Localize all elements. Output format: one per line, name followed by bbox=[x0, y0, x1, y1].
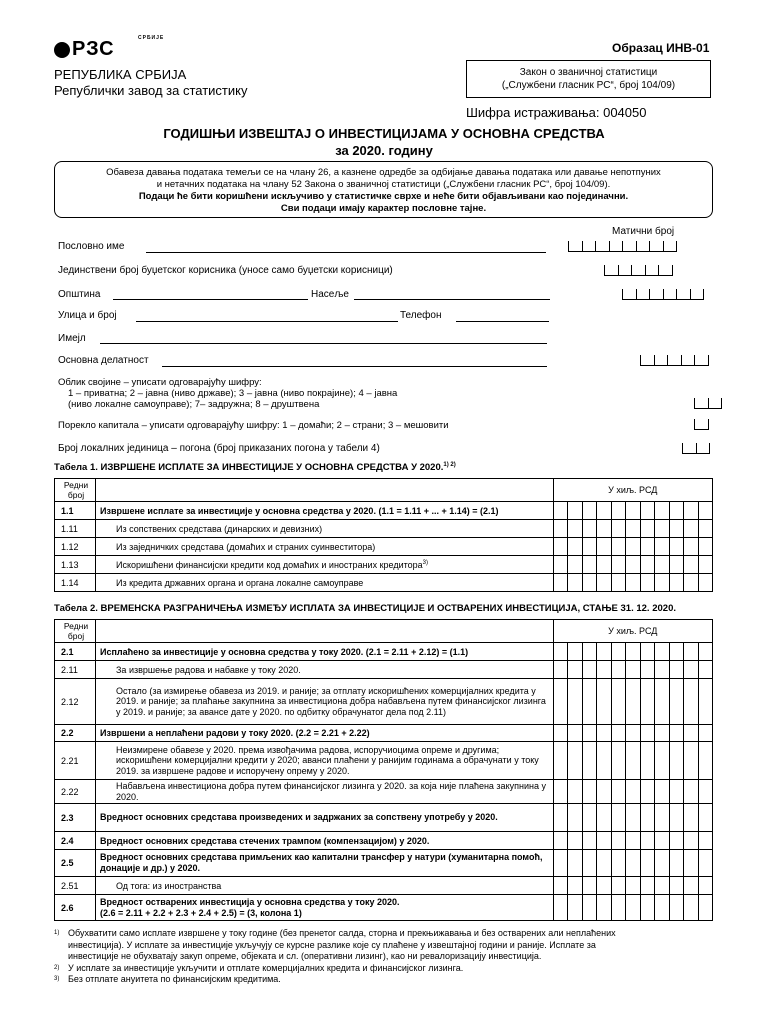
table2-hdr-desc bbox=[96, 620, 554, 643]
value-cell[interactable] bbox=[640, 804, 655, 832]
footnote-2-text: У исплате за инвестиције укључити и отплате комерцијалних кредита и финансијског лизинга. bbox=[68, 962, 464, 973]
law-line-1: Закон о званичној статистици bbox=[519, 67, 658, 78]
value-cell[interactable] bbox=[611, 520, 626, 538]
value-cell[interactable] bbox=[684, 742, 699, 780]
poreklo-label: Порекло капитала – уписати одговарајућу шифру: 1 – домаћи; 2 – страни; 3 – мешовити bbox=[58, 420, 449, 431]
value-cell[interactable] bbox=[611, 502, 626, 520]
value-cell[interactable] bbox=[669, 742, 684, 780]
value-cell[interactable] bbox=[640, 643, 655, 661]
value-cell[interactable] bbox=[698, 556, 713, 574]
table1-caption bbox=[54, 462, 456, 473]
value-cell[interactable] bbox=[626, 895, 641, 921]
page-title: ГОДИШЊИ ИЗВЕШТАЈ О ИНВЕСТИЦИЈАМА У ОСНОВНА СРЕДСТВА bbox=[163, 126, 605, 141]
value-cell[interactable] bbox=[597, 574, 612, 592]
row-num: 1.11 bbox=[55, 520, 96, 538]
value-cell[interactable] bbox=[698, 661, 713, 679]
value-cell[interactable] bbox=[611, 804, 626, 832]
logo-dot-icon bbox=[54, 42, 70, 58]
row-text: Из кредита државних органа и органа локалне самоуправе bbox=[96, 574, 554, 592]
row-text: Остало (за измирење обавеза из 2019. и раније; за отплату искоришћених комерцијалних кредита у 2019. и раније; за плаћање закупнина за инвестициона добра набављена путем финансијског лизинга у 2019. и раније; за авансе дате у 2020. по одбитку обрачунатог дела под 2.11) bbox=[96, 679, 554, 725]
row-text: Од тога: из иностранства bbox=[96, 877, 554, 895]
value-cell[interactable] bbox=[568, 850, 583, 877]
table-row bbox=[55, 538, 713, 556]
row-text: Вредност основних средстава произведених и задржаних за сопствену употребу у 2020. bbox=[96, 804, 554, 832]
law-line-2: („Службени гласник РС“, број 104/09) bbox=[501, 80, 676, 91]
table-row bbox=[55, 850, 713, 877]
footnote-1-line-3: инвестиције не обухватају закуп опреме, објеката и сл. (оперативни лизинг), као ни ревалоризацију инвестиција. bbox=[68, 951, 542, 961]
value-cell[interactable] bbox=[626, 804, 641, 832]
value-cell[interactable] bbox=[655, 643, 670, 661]
jedinice-boxes[interactable] bbox=[682, 443, 710, 454]
page-subtitle: за 2020. годину bbox=[335, 143, 433, 158]
row-num: 1.1 bbox=[55, 502, 96, 520]
value-cell[interactable] bbox=[640, 574, 655, 592]
value-cell[interactable] bbox=[582, 780, 597, 804]
ulica-label: Улица и број bbox=[58, 310, 117, 321]
value-cell[interactable] bbox=[698, 832, 713, 850]
value-cell[interactable] bbox=[626, 780, 641, 804]
value-cell[interactable] bbox=[582, 725, 597, 742]
value-cell[interactable] bbox=[669, 574, 684, 592]
value-cell[interactable] bbox=[597, 742, 612, 780]
value-cell[interactable] bbox=[582, 832, 597, 850]
value-cell[interactable] bbox=[626, 725, 641, 742]
value-cell[interactable] bbox=[640, 850, 655, 877]
value-cell[interactable] bbox=[582, 538, 597, 556]
row-text: Извршене исплате за инвестиције у основна средства у 2020. (1.1 = 1.11 + ... + 1.14) = (2.1) bbox=[96, 502, 554, 520]
row-num: 2.2 bbox=[55, 725, 96, 742]
table-row bbox=[55, 643, 713, 661]
jedinice-label: Број локалних јединица – погона (број приказаних погона у табели 4) bbox=[58, 443, 380, 454]
value-cell[interactable] bbox=[611, 742, 626, 780]
naselje-label: Насеље bbox=[311, 289, 349, 300]
value-cell[interactable] bbox=[669, 850, 684, 877]
value-cell[interactable] bbox=[611, 661, 626, 679]
value-cell[interactable] bbox=[626, 574, 641, 592]
value-cell[interactable] bbox=[626, 850, 641, 877]
value-cell[interactable] bbox=[640, 520, 655, 538]
poslovno-ime-input[interactable] bbox=[146, 252, 546, 253]
row-text-main: Искоришћени финансијски кредити код домаћих и иностраних кредитора bbox=[116, 559, 423, 570]
jbbk-label: Јединствени број буџетског корисника (уносе само буџетски корисници) bbox=[58, 265, 393, 276]
table-row bbox=[55, 725, 713, 742]
value-cell[interactable] bbox=[611, 538, 626, 556]
value-cell[interactable] bbox=[582, 679, 597, 725]
value-cell[interactable] bbox=[568, 895, 583, 921]
value-cell[interactable] bbox=[611, 725, 626, 742]
value-cell[interactable] bbox=[597, 804, 612, 832]
value-cell[interactable] bbox=[669, 520, 684, 538]
value-cell[interactable] bbox=[568, 877, 583, 895]
oblik-title: Облик својине – уписати одговарајућу шифру: bbox=[58, 377, 262, 388]
value-cell[interactable] bbox=[684, 877, 699, 895]
value-cell[interactable] bbox=[597, 643, 612, 661]
value-cell[interactable] bbox=[698, 574, 713, 592]
value-cell[interactable] bbox=[568, 804, 583, 832]
ulica-input[interactable] bbox=[136, 321, 398, 322]
value-cell[interactable] bbox=[553, 574, 568, 592]
footnote-1 bbox=[54, 928, 713, 963]
value-cell[interactable] bbox=[553, 895, 568, 921]
rzs-logo bbox=[54, 35, 165, 61]
value-cell[interactable] bbox=[669, 502, 684, 520]
table1-caption-sup: 1) 2) bbox=[443, 462, 456, 468]
oblik-boxes[interactable] bbox=[694, 398, 722, 409]
row-text: Набављена инвестициона добра путем финансијског лизинга у 2020. за која није плаћена закупнина у 2020. bbox=[96, 780, 554, 804]
value-cell[interactable] bbox=[597, 850, 612, 877]
value-cell[interactable] bbox=[597, 679, 612, 725]
value-cell[interactable] bbox=[611, 574, 626, 592]
value-cell[interactable] bbox=[626, 538, 641, 556]
table-row bbox=[55, 895, 713, 921]
row-num: 2.12 bbox=[55, 679, 96, 725]
footnote-1-text bbox=[68, 928, 616, 963]
footnote-3 bbox=[54, 974, 713, 986]
value-cell[interactable] bbox=[655, 832, 670, 850]
value-cell[interactable] bbox=[597, 556, 612, 574]
value-cell[interactable] bbox=[597, 520, 612, 538]
value-cell[interactable] bbox=[553, 661, 568, 679]
value-cell[interactable] bbox=[553, 804, 568, 832]
value-cell[interactable] bbox=[669, 679, 684, 725]
value-cell[interactable] bbox=[640, 877, 655, 895]
value-cell[interactable] bbox=[597, 661, 612, 679]
table-row bbox=[55, 661, 713, 679]
value-cell[interactable] bbox=[582, 850, 597, 877]
opstina-label: Општина bbox=[58, 289, 101, 300]
law-box bbox=[466, 60, 711, 98]
table-row bbox=[55, 832, 713, 850]
value-cell[interactable] bbox=[582, 661, 597, 679]
value-cell[interactable] bbox=[698, 877, 713, 895]
value-cell[interactable] bbox=[655, 725, 670, 742]
value-cell[interactable] bbox=[669, 661, 684, 679]
value-cell[interactable] bbox=[669, 643, 684, 661]
row-num: 2.22 bbox=[55, 780, 96, 804]
footnote-3-mark: 3) bbox=[54, 976, 60, 982]
row-text: Неизмирене обавезе у 2020. према извођачима радова, испоручиоцима опреме и другима; искоришћени комерцијални кредити у 2020; аванси плаћени у ранијим годинама а обрачунати у току 2019. за извршене радове и испоручену опрему у 2020. bbox=[96, 742, 554, 780]
value-cell[interactable] bbox=[626, 877, 641, 895]
value-cell[interactable] bbox=[611, 850, 626, 877]
row-num: 2.11 bbox=[55, 661, 96, 679]
value-cell[interactable] bbox=[568, 742, 583, 780]
row-num: 2.51 bbox=[55, 877, 96, 895]
row-text: Вредност основних средстава примљених као капитални трансфер у натури (хуманитарна помоћ, донације и др.) у 2020. bbox=[96, 850, 554, 877]
value-cell[interactable] bbox=[698, 643, 713, 661]
value-cell[interactable] bbox=[553, 832, 568, 850]
value-cell[interactable] bbox=[640, 502, 655, 520]
table-row bbox=[55, 556, 713, 574]
value-cell[interactable] bbox=[655, 556, 670, 574]
table-row bbox=[55, 877, 713, 895]
row-num: 1.13 bbox=[55, 556, 96, 574]
value-cell[interactable] bbox=[553, 538, 568, 556]
row-num: 2.5 bbox=[55, 850, 96, 877]
value-cell[interactable] bbox=[611, 780, 626, 804]
value-cell[interactable] bbox=[568, 574, 583, 592]
value-cell[interactable] bbox=[611, 643, 626, 661]
table1 bbox=[54, 478, 713, 592]
value-cell[interactable] bbox=[626, 661, 641, 679]
value-cell[interactable] bbox=[553, 850, 568, 877]
value-cell[interactable] bbox=[698, 502, 713, 520]
row-sup: 3) bbox=[422, 559, 428, 566]
logo-text: РЗС bbox=[72, 38, 115, 60]
table1-hdr-unit: У хиљ. РСД bbox=[553, 479, 713, 502]
value-cell[interactable] bbox=[698, 679, 713, 725]
value-cell[interactable] bbox=[626, 832, 641, 850]
value-cell[interactable] bbox=[684, 643, 699, 661]
opstina-boxes[interactable] bbox=[622, 289, 704, 300]
value-cell[interactable] bbox=[640, 679, 655, 725]
row-text: За извршење радова и набавке у току 2020. bbox=[96, 661, 554, 679]
value-cell[interactable] bbox=[655, 502, 670, 520]
value-cell[interactable] bbox=[553, 780, 568, 804]
value-cell[interactable] bbox=[640, 832, 655, 850]
institute-name: Републички завод за статистику bbox=[54, 83, 248, 98]
value-cell[interactable] bbox=[553, 877, 568, 895]
jbbk-boxes[interactable] bbox=[604, 265, 673, 276]
value-cell[interactable] bbox=[698, 850, 713, 877]
value-cell[interactable] bbox=[684, 502, 699, 520]
value-cell[interactable] bbox=[582, 643, 597, 661]
value-cell[interactable] bbox=[669, 832, 684, 850]
naselje-input[interactable] bbox=[354, 299, 550, 300]
value-cell[interactable] bbox=[684, 538, 699, 556]
value-cell[interactable] bbox=[684, 804, 699, 832]
maticni-boxes[interactable] bbox=[568, 241, 677, 252]
value-cell[interactable] bbox=[553, 679, 568, 725]
poslovno-ime-label: Пословно име bbox=[58, 241, 125, 252]
value-cell[interactable] bbox=[698, 804, 713, 832]
value-cell[interactable] bbox=[626, 502, 641, 520]
value-cell[interactable] bbox=[568, 502, 583, 520]
value-cell[interactable] bbox=[684, 895, 699, 921]
value-cell[interactable] bbox=[582, 877, 597, 895]
survey-code: Шифра истраживања: 004050 bbox=[466, 105, 647, 120]
value-cell[interactable] bbox=[582, 804, 597, 832]
row-num: 2.6 bbox=[55, 895, 96, 921]
row-num: 2.21 bbox=[55, 742, 96, 780]
value-cell[interactable] bbox=[640, 895, 655, 921]
row-text bbox=[96, 895, 554, 921]
value-cell[interactable] bbox=[655, 804, 670, 832]
notice-line-4: Сви подаци имају карактер пословне тајне. bbox=[280, 203, 487, 214]
value-cell[interactable] bbox=[611, 556, 626, 574]
value-cell[interactable] bbox=[669, 877, 684, 895]
value-cell[interactable] bbox=[582, 502, 597, 520]
value-cell[interactable] bbox=[553, 643, 568, 661]
row-num: 2.3 bbox=[55, 804, 96, 832]
value-cell[interactable] bbox=[669, 895, 684, 921]
value-cell[interactable] bbox=[655, 661, 670, 679]
value-cell[interactable] bbox=[684, 850, 699, 877]
value-cell[interactable] bbox=[611, 679, 626, 725]
table-row bbox=[55, 520, 713, 538]
value-cell[interactable] bbox=[582, 742, 597, 780]
row-num: 2.4 bbox=[55, 832, 96, 850]
value-cell[interactable] bbox=[568, 643, 583, 661]
value-cell[interactable] bbox=[626, 520, 641, 538]
value-cell[interactable] bbox=[597, 725, 612, 742]
logo-subtext: СРБИЈЕ bbox=[138, 35, 165, 41]
value-cell[interactable] bbox=[568, 725, 583, 742]
oblik-line-2: (ниво локалне самоуправе); 7– задружна; 8 – друштвена bbox=[68, 399, 320, 410]
value-cell[interactable] bbox=[568, 556, 583, 574]
value-cell[interactable] bbox=[553, 502, 568, 520]
value-cell[interactable] bbox=[597, 502, 612, 520]
value-cell[interactable] bbox=[669, 556, 684, 574]
value-cell[interactable] bbox=[655, 895, 670, 921]
value-cell[interactable] bbox=[684, 556, 699, 574]
value-cell[interactable] bbox=[684, 780, 699, 804]
value-cell[interactable] bbox=[640, 556, 655, 574]
value-cell[interactable] bbox=[655, 850, 670, 877]
email-input[interactable] bbox=[100, 343, 547, 344]
table-row bbox=[55, 742, 713, 780]
value-cell[interactable] bbox=[597, 832, 612, 850]
value-cell[interactable] bbox=[698, 725, 713, 742]
form-code: Образац ИНВ-01 bbox=[612, 41, 710, 55]
table1-hdr-desc bbox=[96, 479, 554, 502]
value-cell[interactable] bbox=[684, 679, 699, 725]
republic-name: РЕПУБЛИКА СРБИЈА bbox=[54, 67, 187, 82]
table2-hdr-unit: У хиљ. РСД bbox=[553, 620, 713, 643]
row-text: Вредност основних средстава стечених трампом (компензацијом) у 2020. bbox=[96, 832, 554, 850]
value-cell[interactable] bbox=[597, 877, 612, 895]
value-cell[interactable] bbox=[684, 520, 699, 538]
footnote-3-text: Без отплате ануитета по финансијским кредитима. bbox=[68, 974, 281, 984]
value-cell[interactable] bbox=[611, 832, 626, 850]
value-cell[interactable] bbox=[626, 556, 641, 574]
value-cell[interactable] bbox=[611, 895, 626, 921]
value-cell[interactable] bbox=[582, 520, 597, 538]
table-row bbox=[55, 679, 713, 725]
table-row bbox=[55, 780, 713, 804]
value-cell[interactable] bbox=[597, 780, 612, 804]
table1-caption-text: Табела 1. ИЗВРШЕНЕ ИСПЛАТЕ ЗА ИНВЕСТИЦИЈЕ У ОСНОВНА СРЕДСТВА У 2020. bbox=[54, 462, 444, 474]
value-cell[interactable] bbox=[669, 538, 684, 556]
value-cell[interactable] bbox=[553, 556, 568, 574]
row-text: Из заједничких средстава (домаћих и страних суинвеститора) bbox=[96, 538, 554, 556]
value-cell[interactable] bbox=[568, 520, 583, 538]
row-num: 1.14 bbox=[55, 574, 96, 592]
opstina-input[interactable] bbox=[113, 299, 308, 300]
footnote-1-line-2: инвестиција). У исплате за инвестиције укључују се курсне разлике које су плаћене у извештајној години и раније. Исплате за bbox=[68, 939, 596, 950]
value-cell[interactable] bbox=[655, 877, 670, 895]
value-cell[interactable] bbox=[568, 780, 583, 804]
value-cell[interactable] bbox=[582, 574, 597, 592]
delatnost-label: Основна делатност bbox=[58, 355, 149, 366]
email-label: Имејл bbox=[58, 333, 86, 344]
notice-line-1: Обавеза давања података темељи се на члану 26, а казнене одредбе за одбијање давања података или давање непотпуних bbox=[106, 167, 661, 178]
footnote-1-line-1: Обухватити само исплате извршене у току године (без пренетог салда, сторна и прекњижавања и без остварених али неплаћених bbox=[68, 928, 616, 938]
value-cell[interactable] bbox=[568, 832, 583, 850]
value-cell[interactable] bbox=[597, 895, 612, 921]
value-cell[interactable] bbox=[597, 538, 612, 556]
table2-hdr-num: Редни број bbox=[55, 620, 96, 643]
value-cell[interactable] bbox=[582, 556, 597, 574]
value-cell[interactable] bbox=[669, 725, 684, 742]
footnote-1-mark: 1) bbox=[54, 930, 60, 936]
row-text-line-1: Вредност остварених инвестиција у основна средства у току 2020. bbox=[100, 896, 400, 907]
row-text: Из сопствених средстава (динарских и девизних) bbox=[96, 520, 554, 538]
value-cell[interactable] bbox=[698, 520, 713, 538]
row-num: 1.12 bbox=[55, 538, 96, 556]
notice-line-3: Подаци ће бити коришћени искључиво у статистичке сврхе и неће бити објављивани као појединачни. bbox=[138, 191, 629, 202]
table-row bbox=[55, 502, 713, 520]
footnotes bbox=[54, 928, 713, 986]
value-cell[interactable] bbox=[698, 780, 713, 804]
value-cell[interactable] bbox=[553, 742, 568, 780]
value-cell[interactable] bbox=[568, 538, 583, 556]
value-cell[interactable] bbox=[684, 574, 699, 592]
value-cell[interactable] bbox=[626, 742, 641, 780]
notice-line-2: и нетачних података на члану 52 Закона о званичној статистици („Службени гласник РС“, број 104/09). bbox=[156, 179, 611, 190]
value-cell[interactable] bbox=[655, 538, 670, 556]
value-cell[interactable] bbox=[698, 742, 713, 780]
value-cell[interactable] bbox=[553, 520, 568, 538]
footnote-2 bbox=[54, 963, 713, 975]
value-cell[interactable] bbox=[582, 895, 597, 921]
telefon-input[interactable] bbox=[456, 321, 549, 322]
value-cell[interactable] bbox=[655, 679, 670, 725]
poreklo-box[interactable] bbox=[694, 419, 709, 430]
row-num: 2.1 bbox=[55, 643, 96, 661]
value-cell[interactable] bbox=[626, 643, 641, 661]
value-cell[interactable] bbox=[640, 725, 655, 742]
value-cell[interactable] bbox=[655, 574, 670, 592]
value-cell[interactable] bbox=[655, 742, 670, 780]
table2 bbox=[54, 619, 713, 921]
value-cell[interactable] bbox=[684, 725, 699, 742]
delatnost-input[interactable] bbox=[162, 366, 547, 367]
row-text: Извршени а неплаћени радови у току 2020. (2.2 = 2.21 + 2.22) bbox=[96, 725, 554, 742]
value-cell[interactable] bbox=[669, 804, 684, 832]
table-row bbox=[55, 574, 713, 592]
oblik-line-1: 1 – приватна; 2 – јавна (ниво државе); 3 – јавна (ниво покрајине); 4 – јавна bbox=[68, 388, 398, 399]
value-cell[interactable] bbox=[669, 780, 684, 804]
row-text: Исплаћено за инвестиције у основна средства у току 2020. (2.1 = 2.11 + 2.12) = (1.1) bbox=[96, 643, 554, 661]
value-cell[interactable] bbox=[553, 725, 568, 742]
value-cell[interactable] bbox=[684, 832, 699, 850]
value-cell[interactable] bbox=[626, 679, 641, 725]
value-cell[interactable] bbox=[568, 661, 583, 679]
value-cell[interactable] bbox=[640, 742, 655, 780]
maticni-label: Матични број bbox=[612, 226, 675, 237]
row-text-line-2: (2.6 = 2.11 + 2.2 + 2.3 + 2.4 + 2.5) = (3, колона 1) bbox=[100, 907, 302, 918]
value-cell[interactable] bbox=[611, 877, 626, 895]
table-row bbox=[55, 804, 713, 832]
table1-hdr-num: Редни број bbox=[55, 479, 96, 502]
value-cell[interactable] bbox=[640, 661, 655, 679]
value-cell[interactable] bbox=[568, 679, 583, 725]
row-text bbox=[96, 556, 554, 574]
value-cell[interactable] bbox=[655, 780, 670, 804]
legal-notice bbox=[54, 161, 713, 218]
value-cell[interactable] bbox=[640, 538, 655, 556]
value-cell[interactable] bbox=[698, 895, 713, 921]
value-cell[interactable] bbox=[684, 661, 699, 679]
value-cell[interactable] bbox=[640, 780, 655, 804]
delatnost-boxes[interactable] bbox=[640, 355, 709, 366]
value-cell[interactable] bbox=[698, 538, 713, 556]
table2-caption: Табела 2. ВРЕМЕНСКА РАЗГРАНИЧЕЊА ИЗМЕЂУ ИСПЛАТА ЗА ИНВЕСТИЦИЈЕ И ОСТВАРЕНИХ ИНВЕСТИЦИЈА, СТАЊЕ 31. 12. 2020. bbox=[54, 603, 676, 614]
telefon-label: Телефон bbox=[400, 310, 442, 321]
footnote-2-mark: 2) bbox=[54, 964, 60, 971]
value-cell[interactable] bbox=[655, 520, 670, 538]
